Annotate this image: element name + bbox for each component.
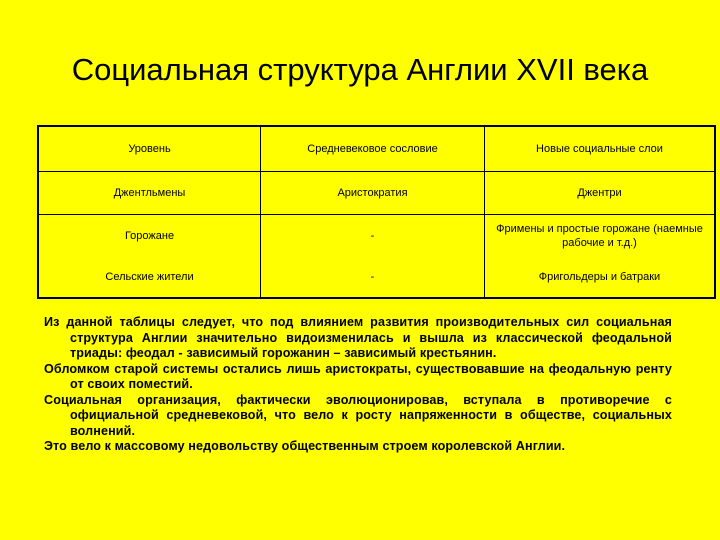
paragraph: Из данной таблицы следует, что под влиянием развития производительных сил социальная структура Англии значительно видоизменилась и вышла из классической феодальной триады: феодал - зависимый горожанин – зависимый крестьянин.: [44, 315, 672, 360]
social-structure-table: [37, 125, 716, 299]
table-cell: Аристократия: [261, 172, 485, 215]
table-row: [38, 172, 715, 215]
slide-title: Социальная структура Англии XVII века: [71, 52, 649, 87]
table-cell: Фригольдеры и батраки: [485, 257, 716, 298]
table-cell: Джентри: [485, 172, 716, 215]
table-header-cell: Средневековое сословие: [261, 126, 485, 172]
paragraph: Это вело к массовому недовольству общественным строем королевской Англии.: [44, 439, 566, 453]
table-cell: Джентльмены: [38, 172, 261, 215]
table-cell: -: [261, 257, 485, 298]
paragraph: Обломком старой системы остались лишь аристократы, существовавшие на феодальную ренту от своих поместий.: [44, 361, 672, 391]
table-cell: -: [261, 215, 485, 258]
paragraph: Социальная организация, фактически эволюционировав, вступала в противоречие с официальной средневековой, что вело к росту напряженности в обществе, социальных волнений.: [44, 392, 672, 438]
table-cell: Сельские жители: [38, 257, 261, 298]
table-header-cell: Уровень: [38, 126, 261, 172]
body-text: [44, 315, 672, 455]
table-cell: Горожане: [38, 215, 261, 258]
table-row: [38, 257, 715, 298]
table-header-cell: Новые социальные слои: [485, 126, 716, 172]
table-row: [38, 215, 715, 258]
table-header-row: [38, 126, 715, 172]
table-cell: Фримены и простые горожане (наемные рабочие и т.д.): [485, 215, 716, 258]
